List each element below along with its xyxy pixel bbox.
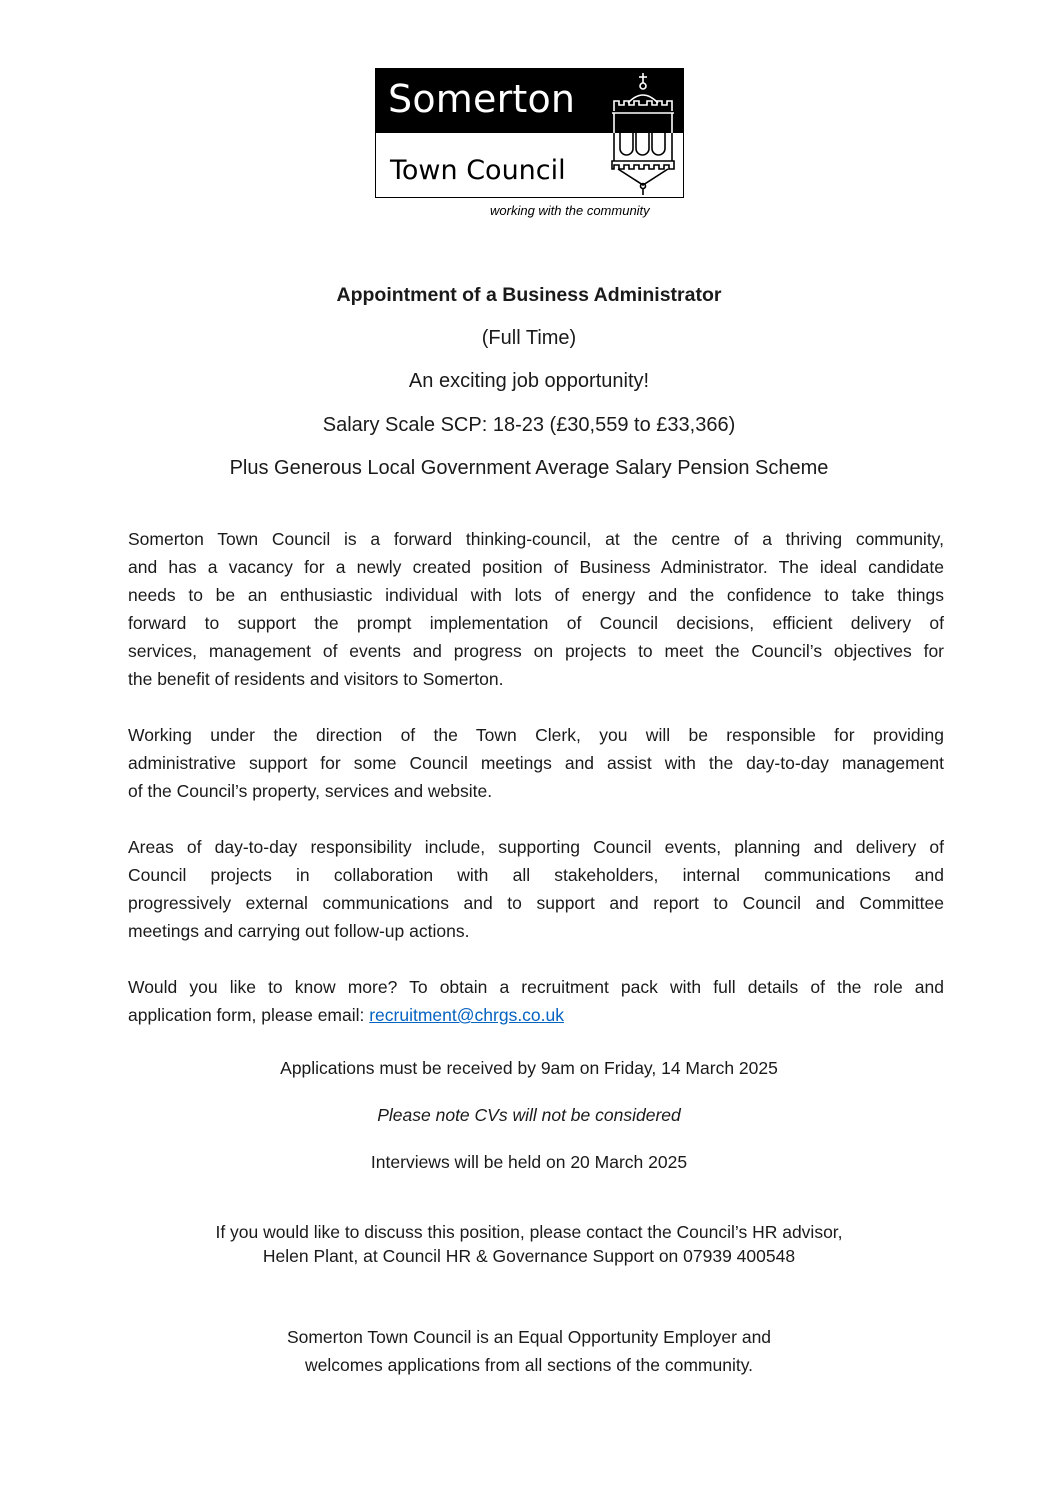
logo-name: Somerton [388,77,576,121]
email-prefix: application form, please email: [128,1005,370,1025]
paragraph-line: services, management of events and progress on projects to meet the Council’s objectives for [128,641,944,661]
logo-subtitle: Town Council [390,155,566,186]
role-paragraph [128,721,944,805]
paragraph-line: progressively external communications and to support and report to Council and Committee [128,893,944,913]
paragraph-line: forward to support the prompt implementation of Council decisions, efficient delivery of [128,613,944,633]
paragraph-line: Areas of day-to-day responsibility include, supporting Council events, planning and delivery of [128,837,944,857]
paragraph-line: of the Council’s property, services and website. [128,781,493,801]
contact-line-2: Helen Plant, at Council HR & Governance Support on 07939 400548 [262,1246,796,1266]
interview-date: Interviews will be held on 20 March 2025 [370,1152,688,1172]
job-subtitle: An exciting job opportunity! [408,370,650,392]
paragraph-line: needs to be an enthusiastic individual with lots of energy and the confidence to take things [128,585,944,605]
equal-opportunity-line-1: Somerton Town Council is an Equal Opportunity Employer and [286,1327,772,1347]
pension-scheme: Plus Generous Local Government Average Salary Pension Scheme [229,457,829,479]
cv-note: Please note CVs will not be considered [377,1105,681,1125]
paragraph-line: Council projects in collaboration with all stakeholders, internal communications and [128,865,944,885]
contact-line-1: If you would like to discuss this position, please contact the Council’s HR advisor, [215,1222,843,1242]
paragraph-line: and has a vacancy for a newly created position of Business Administrator. The ideal candidate [128,557,944,577]
application-deadline: Applications must be received by 9am on Friday, 14 March 2025 [280,1058,778,1078]
council-logo [375,68,684,198]
more-info-paragraph [128,973,944,1029]
paragraph-line: the benefit of residents and visitors to Somerton. [128,669,504,689]
paragraph-line: administrative support for some Council meetings and assist with the day-to-day management [128,753,944,773]
equal-opportunity-line-2: welcomes applications from all sections of the community. [304,1355,754,1375]
paragraph-line: Working under the direction of the Town Clerk, you will be responsible for providing [128,725,944,745]
page-title: Appointment of a Business Administrator [336,284,722,306]
logo-tagline: working with the community [490,203,650,218]
paragraph-line [128,1001,944,1029]
intro-paragraph [128,525,944,693]
castle-crest-icon [608,71,678,197]
paragraph-line: Somerton Town Council is a forward thinking-council, at the centre of a thriving community, [128,529,944,549]
paragraph-line: meetings and carrying out follow-up actions. [128,921,470,941]
paragraph-line: Would you like to know more? To obtain a recruitment pack with full details of the role and [128,977,944,997]
salary-scale: Salary Scale SCP: 18-23 (£30,559 to £33,366) [322,414,736,436]
job-hours: (Full Time) [481,327,577,349]
responsibilities-paragraph [128,833,944,945]
recruitment-email-link[interactable]: recruitment@chrgs.co.uk [369,1005,565,1025]
